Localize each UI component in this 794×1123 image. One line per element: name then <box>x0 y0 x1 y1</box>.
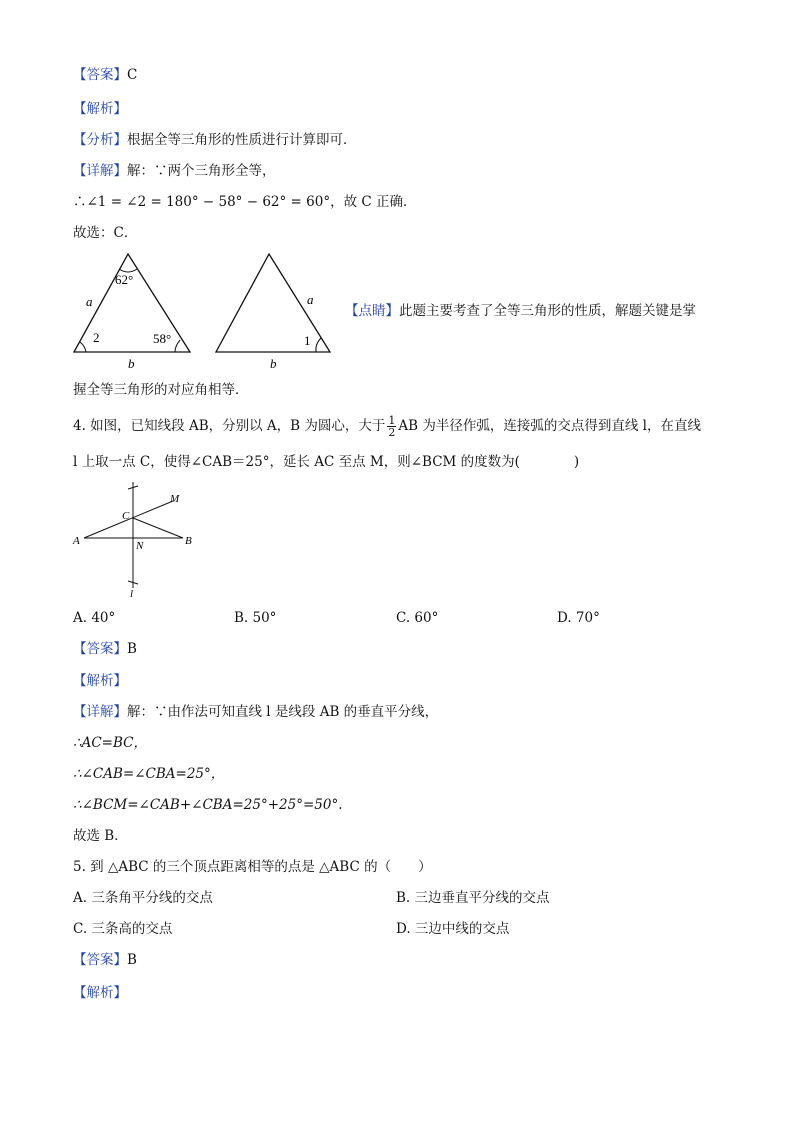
q4-detail-line1 <box>73 703 438 721</box>
q4-choose-line: 故选 B． <box>73 828 128 844</box>
q3-calc-line: ∴∠1 = ∠2 = 180° − 58° − 62° = 60°，故 C 正确． <box>73 194 417 210</box>
detail-tag: 【详解】 <box>73 163 127 179</box>
segment-CB <box>133 518 183 538</box>
q5-option-c: C. 三条高的交点 <box>73 921 173 937</box>
label-C: C <box>122 510 130 522</box>
q5-answer-value: B <box>127 952 137 968</box>
q4-detail-line4: ∴∠BCM=∠CAB+∠CBA=25°+25°=50°. <box>73 797 343 813</box>
q4-analysis-tag: 【解析】 <box>73 673 127 689</box>
label-A: A <box>73 535 80 547</box>
q3-triangle-figures <box>66 250 346 372</box>
analysis-tag: 【解析】 <box>73 101 127 117</box>
q3-dianjing-line <box>345 302 696 320</box>
q4-stem-line1 <box>73 414 701 438</box>
q5-option-d: D. 三边中线的交点 <box>396 921 510 937</box>
triangle-1-top-angle: 62° <box>115 272 134 287</box>
q4-option-b: B. 50° <box>234 610 277 626</box>
q5-answer-tag: 【答案】 <box>73 952 127 968</box>
label-l: l <box>130 588 134 600</box>
dianjing-tag: 【点睛】 <box>345 303 399 319</box>
q4-detail-line2: ∴AC=BC， <box>73 735 147 751</box>
triangle-1-right-arc <box>175 340 180 352</box>
q5-option-b: B. 三边垂直平分线的交点 <box>396 890 550 906</box>
triangle-2-right-arc <box>316 338 321 352</box>
q4-option-a: A. 40° <box>73 610 116 626</box>
q5-stem: 5. 到 △ABC 的三个顶点距离相等的点是 △ABC 的（ ） <box>73 859 432 875</box>
triangle-1-side-b: b <box>128 356 135 371</box>
q3-choose-line: 故选：C． <box>73 225 138 241</box>
fenxi-tag: 【分析】 <box>73 132 127 148</box>
fraction-num: 1 <box>388 414 396 427</box>
q5-answer-line <box>73 951 137 969</box>
q4-stem-pre: 4. 如图，已知线段 AB，分别以 A，B 为圆心，大于 <box>73 418 386 434</box>
q4-option-c: C. 60° <box>396 610 439 626</box>
q4-analysis-line <box>73 672 127 690</box>
label-N: N <box>136 540 144 552</box>
label-M: M <box>170 493 180 505</box>
triangle-2-angle-1: 1 <box>304 333 311 348</box>
answer-value: C <box>127 67 138 83</box>
dianjing-text: 此题主要考查了全等三角形的性质，解题关键是掌 <box>399 303 696 319</box>
label-B: B <box>185 535 192 547</box>
q3-detail-line <box>73 162 276 180</box>
q4-answer-tag: 【答案】 <box>73 641 127 657</box>
q4-figure <box>70 478 210 600</box>
q5-analysis-tag: 【解析】 <box>73 985 127 1001</box>
triangle-2-side-a: a <box>307 292 314 307</box>
q4-detail-1: 解：∵由作法可知直线 l 是线段 AB 的垂直平分线， <box>127 704 439 720</box>
q3-dianjing-cont: 握全等三角形的对应角相等． <box>73 382 249 398</box>
triangle-1-right-angle: 58° <box>153 331 172 346</box>
triangle-2-side-b: b <box>270 356 277 371</box>
q3-analysis-line <box>73 100 127 118</box>
q4-answer-line <box>73 640 137 658</box>
q4-stem-post: AB 为半径作弧，连接弧的交点得到直线 l，在直线 <box>398 418 701 434</box>
fraction-half <box>387 415 396 438</box>
q3-answer-line <box>73 66 137 84</box>
q4-answer-value: B <box>127 641 137 657</box>
triangle-1-left-angle: 2 <box>93 330 100 345</box>
q3-fenxi-line <box>73 131 357 149</box>
triangle-1-side-a: a <box>86 294 93 309</box>
q4-option-d: D. 70° <box>557 610 600 626</box>
q4-detail-line3: ∴∠CAB=∠CBA=25°， <box>73 766 225 782</box>
answer-tag: 【答案】 <box>73 67 127 83</box>
q4-detail-tag: 【详解】 <box>73 704 127 720</box>
q4-stem-line2: l 上取一点 C，使得∠CAB＝25°，延长 AC 至点 M，则∠BCM 的度数为( ) <box>73 454 580 470</box>
q5-option-a: A. 三条角平分线的交点 <box>73 890 213 906</box>
q5-analysis-line <box>73 984 127 1002</box>
detail-text: 解：∵两个三角形全等， <box>127 163 276 179</box>
fraction-den: 2 <box>388 426 396 439</box>
triangle-1-left-arc <box>80 342 86 352</box>
fenxi-text: 根据全等三角形的性质进行计算即可． <box>127 132 357 148</box>
